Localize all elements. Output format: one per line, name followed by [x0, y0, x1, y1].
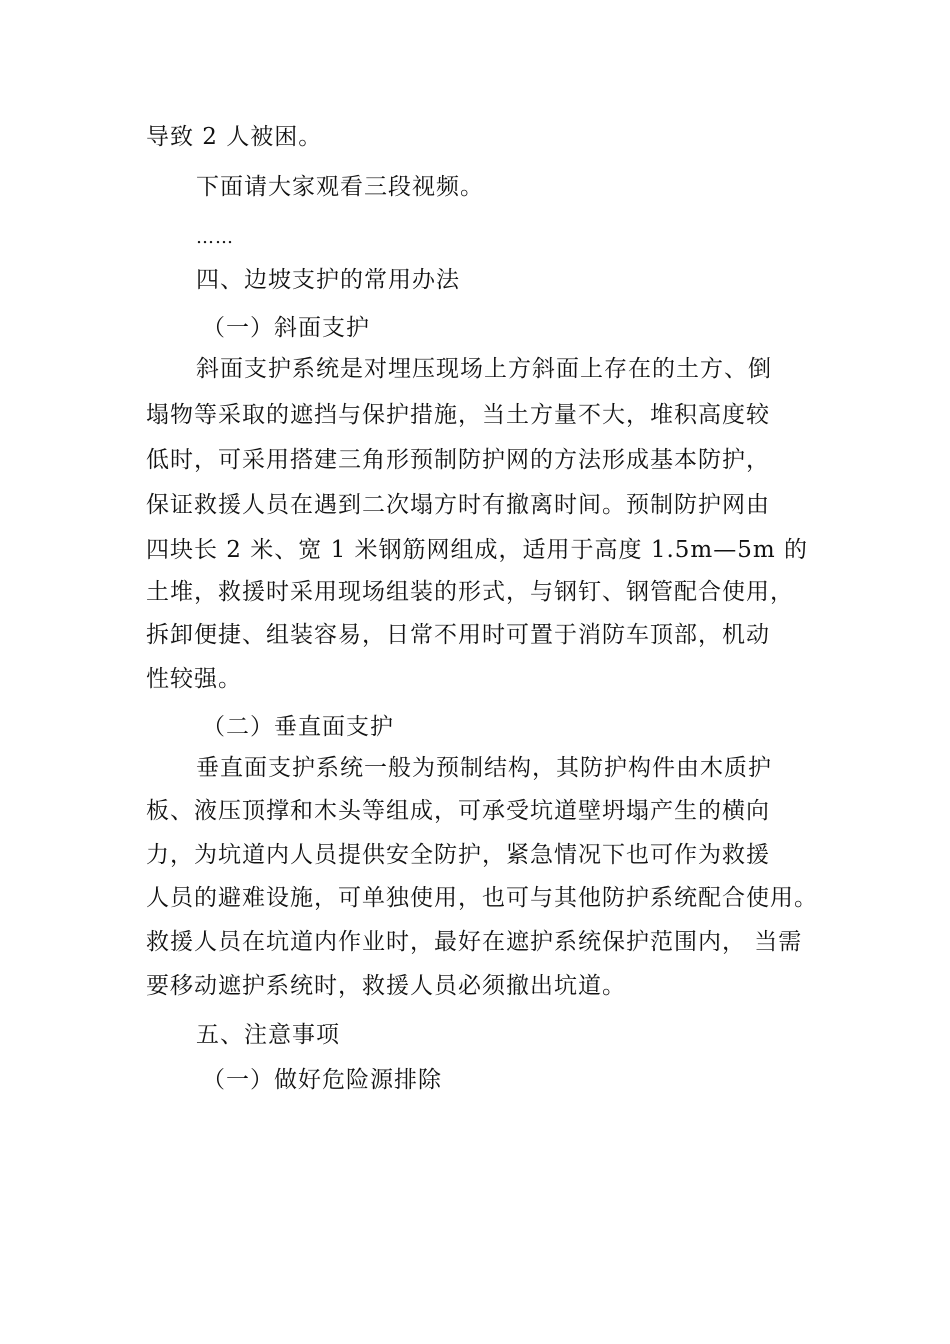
paragraph-line: 拆卸便捷、组装容易，日常不用时可置于消防车顶部，机动 — [146, 622, 770, 648]
paragraph-line: 保证救援人员在遇到二次塌方时有撤离时间。预制防护网由 — [146, 492, 770, 518]
subsection-heading-1b: （一）做好危险源排除 — [202, 1067, 442, 1093]
paragraph-line: 要移动遮护系统时，救援人员必须撤出坑道。 — [146, 973, 626, 999]
subsection-heading-1: （一）斜面支护 — [202, 315, 370, 341]
paragraph-line: 塌物等采取的遮挡与保护措施，当土方量不大，堆积高度较 — [146, 402, 770, 428]
subsection-heading-2: （二）垂直面支护 — [202, 714, 394, 740]
paragraph-line: 土堆，救援时采用现场组装的形式，与钢钉、钢管配合使用， — [146, 579, 794, 605]
paragraph-line: 下面请大家观看三段视频。 — [196, 174, 484, 200]
section-heading-4: 四、边坡支护的常用办法 — [196, 267, 460, 293]
paragraph-line: 斜面支护系统是对埋压现场上方斜面上存在的土方、倒 — [196, 356, 772, 382]
paragraph-line: 四块长 2 米、宽 1 米钢筋网组成，适用于高度 1.5m—5m 的 — [146, 537, 808, 563]
paragraph-line: 低时，可采用搭建三角形预制防护网的方法形成基本防护， — [146, 447, 770, 473]
paragraph-continuation-line: 导致 2 人被困。 — [146, 124, 323, 150]
ellipsis-line: …… — [196, 227, 234, 248]
paragraph-line: 板、液压顶撑和木头等组成，可承受坑道壁坍塌产生的横向 — [146, 798, 770, 824]
paragraph-line: 救援人员在坑道内作业时，最好在遮护系统保护范围内， 当需 — [146, 929, 803, 955]
paragraph-line: 垂直面支护系统一般为预制结构，其防护构件由木质护 — [196, 755, 772, 781]
paragraph-line: 性较强。 — [146, 666, 242, 692]
paragraph-line: 力，为坑道内人员提供安全防护，紧急情况下也可作为救援 — [146, 842, 770, 868]
section-heading-5: 五、注意事项 — [196, 1022, 340, 1048]
paragraph-line: 人员的避难设施，可单独使用，也可与其他防护系统配合使用。 — [146, 885, 818, 911]
